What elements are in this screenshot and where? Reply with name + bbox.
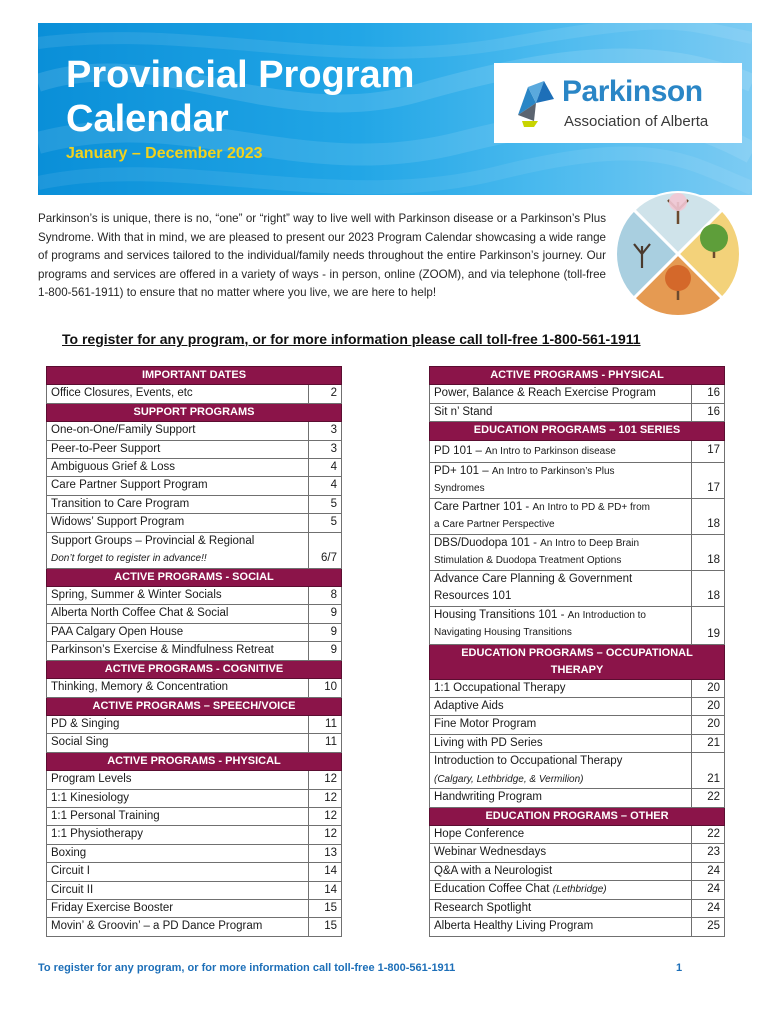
logo-name: Parkinson — [562, 75, 703, 108]
table-row: One-on-One/Family Support 3 — [47, 422, 342, 440]
section-header: EDUCATION PROGRAMS – OTHER — [430, 807, 725, 825]
table-row: Care Partner 101 - An Intro to PD & PD+ from a Care Partner Perspective 18 — [430, 498, 725, 534]
table-row: Office Closures, Events, etc 2 — [47, 385, 342, 403]
table-row: Friday Exercise Booster 15 — [47, 899, 342, 917]
section-header: EDUCATION PROGRAMS – OCCUPATIONAL THERAPY — [430, 644, 725, 679]
table-row: Widows’ Support Program 5 — [47, 514, 342, 532]
table-row: Webinar Wednesdays 23 — [430, 844, 725, 862]
table-row: Ambiguous Grief & Loss 4 — [47, 459, 342, 477]
table-row: Social Sing 11 — [47, 734, 342, 752]
table-row: Sit n’ Stand 16 — [430, 403, 725, 421]
page-title: Provincial Program Calendar — [66, 54, 415, 140]
table-row: Introduction to Occupational Therapy (Calgary, Lethbridge, & Vermilion) 21 — [430, 753, 725, 789]
table-row: Parkinson’s Exercise & Mindfulness Retreat 9 — [47, 642, 342, 660]
table-row: Support Groups – Provincial & Regional Don’t forget to register in advance!! 6/7 — [47, 532, 342, 568]
table-row: PD & Singing 11 — [47, 715, 342, 733]
section-header: SUPPORT PROGRAMS — [47, 403, 342, 421]
table-row: Q&A with a Neurologist 24 — [430, 862, 725, 880]
tulip-logo-icon — [514, 77, 556, 129]
table-row: Alberta Healthy Living Program 25 — [430, 918, 725, 936]
section-header: ACTIVE PROGRAMS - PHYSICAL — [430, 367, 725, 385]
section-header: ACTIVE PROGRAMS - PHYSICAL — [47, 752, 342, 770]
table-row: Living with PD Series 21 — [430, 734, 725, 752]
table-row: 1:1 Personal Training 12 — [47, 807, 342, 825]
support-groups-label: Support Groups – Provincial & Regional — [51, 534, 255, 547]
table-row: Alberta North Coffee Chat & Social 9 — [47, 605, 342, 623]
header-banner — [38, 23, 752, 195]
left-program-table — [46, 366, 342, 937]
four-seasons-tree-image — [612, 188, 744, 320]
section-header: IMPORTANT DATES — [47, 367, 342, 385]
table-row: Movin’ & Groovin’ – a PD Dance Program 15 — [47, 918, 342, 936]
logo — [494, 63, 742, 143]
section-header: ACTIVE PROGRAMS - COGNITIVE — [47, 660, 342, 678]
table-row: Care Partner Support Program 4 — [47, 477, 342, 495]
table-row: Fine Motor Program 20 — [430, 716, 725, 734]
table-row: Circuit II 14 — [47, 881, 342, 899]
table-row: Spring, Summer & Winter Socials 8 — [47, 587, 342, 605]
footer-register-text: To register for any program, or for more information call toll-free 1-800-561-1911 — [38, 962, 456, 974]
table-row: Research Spotlight 24 — [430, 899, 725, 917]
page-number: 1 — [676, 962, 683, 974]
table-row: PD 101 – An Intro to Parkinson disease 17 — [430, 440, 725, 462]
table-row: PAA Calgary Open House 9 — [47, 623, 342, 641]
logo-subtext: Association of Alberta — [564, 113, 709, 130]
table-row: Handwriting Program 22 — [430, 789, 725, 807]
register-callout: To register for any program, or for more information please call toll-free 1-800-561-1911 — [62, 331, 641, 347]
section-header: EDUCATION PROGRAMS – 101 SERIES — [430, 422, 725, 440]
section-header: ACTIVE PROGRAMS – SPEECH/VOICE — [47, 697, 342, 715]
table-row: DBS/Duodopa 101 - An Intro to Deep Brain Stimulation & Duodopa Treatment Options 18 — [430, 534, 725, 570]
table-row: Power, Balance & Reach Exercise Program 16 — [430, 385, 725, 403]
table-row: Advance Care Planning & Government Resources 101 18 — [430, 570, 725, 606]
table-row: Thinking, Memory & Concentration 10 — [47, 679, 342, 697]
section-header: ACTIVE PROGRAMS - SOCIAL — [47, 568, 342, 586]
table-row: Circuit I 14 — [47, 863, 342, 881]
table-row: Hope Conference 22 — [430, 826, 725, 844]
table-row: PD+ 101 – An Intro to Parkinson’s Plus Syndromes 17 — [430, 462, 725, 498]
table-row: 1:1 Physiotherapy 12 — [47, 826, 342, 844]
register-reminder: Don’t forget to register in advance!! — [51, 553, 207, 565]
table-row: 1:1 Kinesiology 12 — [47, 789, 342, 807]
right-program-table — [429, 366, 725, 937]
table-row: Peer-to-Peer Support 3 — [47, 440, 342, 458]
table-row: Program Levels 12 — [47, 771, 342, 789]
table-row: Adaptive Aids 20 — [430, 698, 725, 716]
intro-paragraph: Parkinson’s is unique, there is no, “one” or “right” way to live well with Parkinson disease or a Parkinson’s Plus Syndrome. With that in mind, we are pleased to present our 2023 Program Calendar showcasing a wide range of programs and services tailored to the individual/family needs throughout the entire Parkinson’s journey. Our programs and services are offered in a variety of ways - in person, online (ZOOM), and via telephone (toll-free 1-800-561-1911) to ensure that no matter where you live, we are here to help! — [38, 212, 606, 299]
table-row: Transition to Care Program 5 — [47, 495, 342, 513]
table-row: 1:1 Occupational Therapy 20 — [430, 679, 725, 697]
table-row: Boxing 13 — [47, 844, 342, 862]
table-row: Education Coffee Chat (Lethbridge) 24 — [430, 881, 725, 899]
table-row: Housing Transitions 101 - An Introduction to Navigating Housing Transitions 19 — [430, 606, 725, 644]
date-range-subtitle: January – December 2023 — [66, 145, 263, 162]
